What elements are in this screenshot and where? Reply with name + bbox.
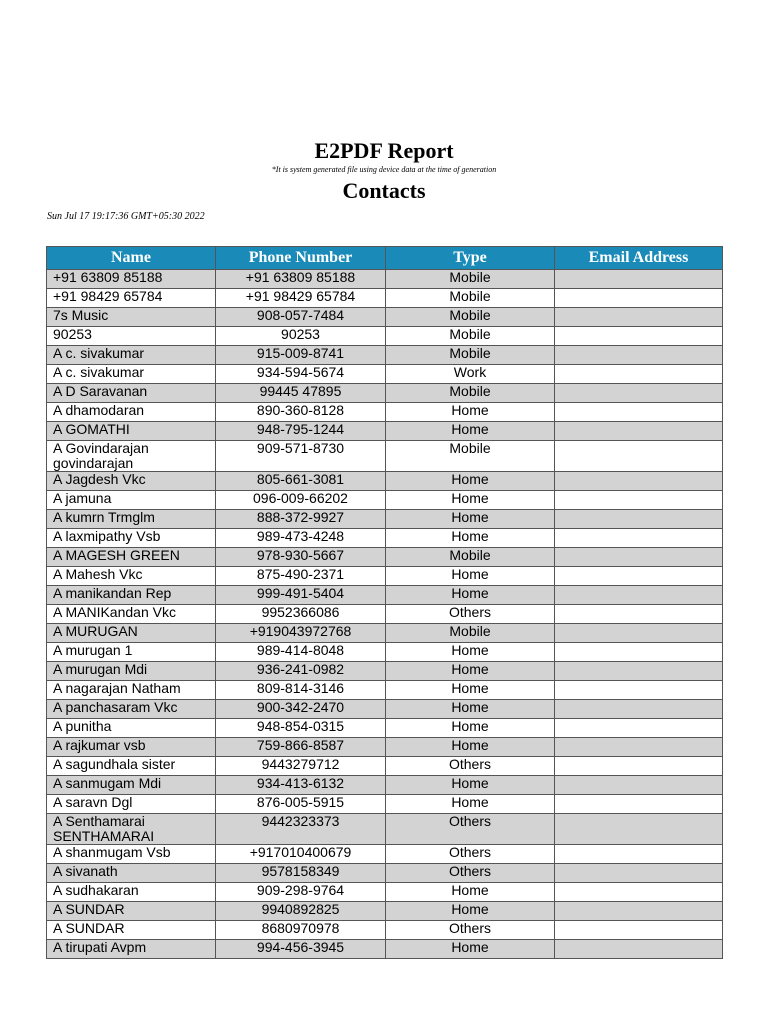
contacts-table [46,246,723,959]
email-address-cell [555,308,723,327]
table-row [47,529,723,548]
email-address-cell [555,384,723,403]
table-row [47,681,723,700]
contact-name-cell: A Govindarajan govindarajan [47,441,216,472]
phone-number-cell: 999-491-5404 [216,586,386,605]
phone-number-cell: +91 63809 85188 [216,270,386,289]
header-type: Type [386,247,555,270]
email-address-cell [555,472,723,491]
contact-name-cell: A sagundhala sister [47,757,216,776]
email-address-cell [555,289,723,308]
table-row [47,662,723,681]
phone-type-cell: Home [386,510,555,529]
contact-name-cell: A sivanath [47,864,216,883]
phone-type-cell: Mobile [386,289,555,308]
phone-type-cell: Home [386,700,555,719]
contact-name-cell: A sanmugam Mdi [47,776,216,795]
contact-name-cell: A Jagdesh Vkc [47,472,216,491]
table-row [47,883,723,902]
email-address-cell [555,738,723,757]
phone-type-cell: Mobile [386,384,555,403]
phone-type-cell: Others [386,921,555,940]
phone-number-cell: 759-866-8587 [216,738,386,757]
phone-number-cell: 915-009-8741 [216,346,386,365]
contact-name-cell: A manikandan Rep [47,586,216,605]
table-row [47,719,723,738]
table-row [47,605,723,624]
table-row [47,308,723,327]
contact-name-cell: +91 63809 85188 [47,270,216,289]
table-row [47,270,723,289]
phone-number-cell: 8680970978 [216,921,386,940]
email-address-cell [555,365,723,384]
contact-name-cell: A Mahesh Vkc [47,567,216,586]
report-timestamp: Sun Jul 17 19:17:36 GMT+05:30 2022 [47,211,205,222]
table-row [47,491,723,510]
table-row [47,346,723,365]
contact-name-cell: A laxmipathy Vsb [47,529,216,548]
phone-number-cell: 9952366086 [216,605,386,624]
phone-number-cell: 978-930-5667 [216,548,386,567]
email-address-cell [555,327,723,346]
table-row [47,738,723,757]
phone-number-cell: 9578158349 [216,864,386,883]
table-row [47,384,723,403]
phone-type-cell: Home [386,940,555,959]
email-address-cell [555,864,723,883]
phone-number-cell: 989-473-4248 [216,529,386,548]
email-address-cell [555,921,723,940]
table-row [47,441,723,472]
email-address-cell [555,605,723,624]
contact-name-cell: A c. sivakumar [47,346,216,365]
contact-name-cell: A saravn Dgl [47,795,216,814]
phone-number-cell: 936-241-0982 [216,662,386,681]
email-address-cell [555,719,723,738]
phone-number-cell: 9443279712 [216,757,386,776]
table-row [47,864,723,883]
phone-type-cell: Home [386,472,555,491]
contact-name-cell: A Senthamarai SENTHAMARAI [47,814,216,845]
phone-type-cell: Home [386,403,555,422]
phone-type-cell: Others [386,814,555,845]
phone-type-cell: Home [386,422,555,441]
email-address-cell [555,624,723,643]
email-address-cell [555,548,723,567]
email-address-cell [555,681,723,700]
email-address-cell [555,567,723,586]
table-row [47,327,723,346]
table-row [47,845,723,864]
phone-type-cell: Home [386,795,555,814]
email-address-cell [555,700,723,719]
table-row [47,902,723,921]
phone-number-cell: 90253 [216,327,386,346]
contact-name-cell: A rajkumar vsb [47,738,216,757]
phone-type-cell: Home [386,883,555,902]
contact-name-cell: A SUNDAR [47,902,216,921]
phone-number-cell: 948-795-1244 [216,422,386,441]
phone-number-cell: 9442323373 [216,814,386,845]
contact-name-cell: 7s Music [47,308,216,327]
phone-type-cell: Home [386,586,555,605]
table-row [47,757,723,776]
table-row [47,586,723,605]
phone-type-cell: Home [386,902,555,921]
phone-type-cell: Mobile [386,308,555,327]
email-address-cell [555,270,723,289]
phone-type-cell: Mobile [386,624,555,643]
phone-number-cell: +91 98429 65784 [216,289,386,308]
header-row [47,247,723,270]
phone-number-cell: 908-057-7484 [216,308,386,327]
table-row [47,624,723,643]
contact-name-cell: A murugan Mdi [47,662,216,681]
table-row [47,365,723,384]
contact-name-cell: 90253 [47,327,216,346]
phone-type-cell: Mobile [386,346,555,365]
contact-name-cell: A sudhakaran [47,883,216,902]
phone-number-cell: +919043972768 [216,624,386,643]
phone-type-cell: Work [386,365,555,384]
email-address-cell [555,529,723,548]
email-address-cell [555,814,723,845]
phone-type-cell: Home [386,776,555,795]
table-row [47,289,723,308]
contact-name-cell: A jamuna [47,491,216,510]
header-phone-number: Phone Number [216,247,386,270]
table-row [47,940,723,959]
phone-number-cell: 948-854-0315 [216,719,386,738]
phone-number-cell: 994-456-3945 [216,940,386,959]
table-row [47,776,723,795]
email-address-cell [555,441,723,472]
contact-name-cell: A murugan 1 [47,643,216,662]
phone-type-cell: Others [386,845,555,864]
email-address-cell [555,902,723,921]
table-row [47,814,723,845]
contact-name-cell: A MAGESH GREEN [47,548,216,567]
contact-name-cell: A MANIKandan Vkc [47,605,216,624]
phone-type-cell: Home [386,738,555,757]
email-address-cell [555,662,723,681]
table-header [47,247,723,270]
phone-type-cell: Mobile [386,548,555,567]
generation-note: *It is system generated file using device data at the time of generation [271,165,497,174]
phone-number-cell: 890-360-8128 [216,403,386,422]
table-row [47,795,723,814]
table-row [47,422,723,441]
table-row [47,921,723,940]
email-address-cell [555,586,723,605]
email-address-cell [555,795,723,814]
phone-number-cell: 809-814-3146 [216,681,386,700]
table-body [47,270,723,959]
phone-number-cell: 888-372-9927 [216,510,386,529]
phone-number-cell: 875-490-2371 [216,567,386,586]
contact-name-cell: A tirupati Avpm [47,940,216,959]
phone-number-cell: 934-413-6132 [216,776,386,795]
contact-name-cell: A MURUGAN [47,624,216,643]
contact-name-cell: A c. sivakumar [47,365,216,384]
email-address-cell [555,757,723,776]
phone-number-cell: 909-298-9764 [216,883,386,902]
section-title: Contacts [342,178,426,203]
phone-type-cell: Home [386,567,555,586]
phone-number-cell: 9940892825 [216,902,386,921]
report-title: E2PDF Report [314,138,454,163]
email-address-cell [555,403,723,422]
phone-number-cell: 934-594-5674 [216,365,386,384]
table-row [47,567,723,586]
contact-name-cell: A nagarajan Natham [47,681,216,700]
phone-number-cell: 900-342-2470 [216,700,386,719]
phone-type-cell: Others [386,864,555,883]
phone-type-cell: Others [386,757,555,776]
contact-name-cell: A GOMATHI [47,422,216,441]
phone-type-cell: Mobile [386,441,555,472]
email-address-cell [555,346,723,365]
phone-number-cell: 99445 47895 [216,384,386,403]
header-name: Name [47,247,216,270]
header-email-address: Email Address [555,247,723,270]
phone-type-cell: Mobile [386,270,555,289]
phone-number-cell: +917010400679 [216,845,386,864]
phone-type-cell: Home [386,529,555,548]
contact-name-cell: A dhamodaran [47,403,216,422]
phone-type-cell: Others [386,605,555,624]
contact-name-cell: A shanmugam Vsb [47,845,216,864]
email-address-cell [555,883,723,902]
contact-name-cell: A SUNDAR [47,921,216,940]
email-address-cell [555,643,723,662]
table-row [47,403,723,422]
contact-name-cell: A panchasaram Vkc [47,700,216,719]
table-row [47,700,723,719]
contact-name-cell: +91 98429 65784 [47,289,216,308]
phone-type-cell: Home [386,681,555,700]
email-address-cell [555,776,723,795]
phone-number-cell: 989-414-8048 [216,643,386,662]
phone-type-cell: Home [386,491,555,510]
phone-number-cell: 909-571-8730 [216,441,386,472]
email-address-cell [555,845,723,864]
phone-number-cell: 805-661-3081 [216,472,386,491]
table-row [47,643,723,662]
phone-number-cell: 876-005-5915 [216,795,386,814]
phone-type-cell: Home [386,719,555,738]
contact-name-cell: A D Saravanan [47,384,216,403]
phone-number-cell: 096-009-66202 [216,491,386,510]
email-address-cell [555,510,723,529]
table-row [47,472,723,491]
phone-type-cell: Home [386,643,555,662]
email-address-cell [555,422,723,441]
email-address-cell [555,491,723,510]
phone-type-cell: Mobile [386,327,555,346]
contact-name-cell: A kumrn Trmglm [47,510,216,529]
phone-type-cell: Home [386,662,555,681]
email-address-cell [555,940,723,959]
table-row [47,548,723,567]
contact-name-cell: A punitha [47,719,216,738]
table-row [47,510,723,529]
